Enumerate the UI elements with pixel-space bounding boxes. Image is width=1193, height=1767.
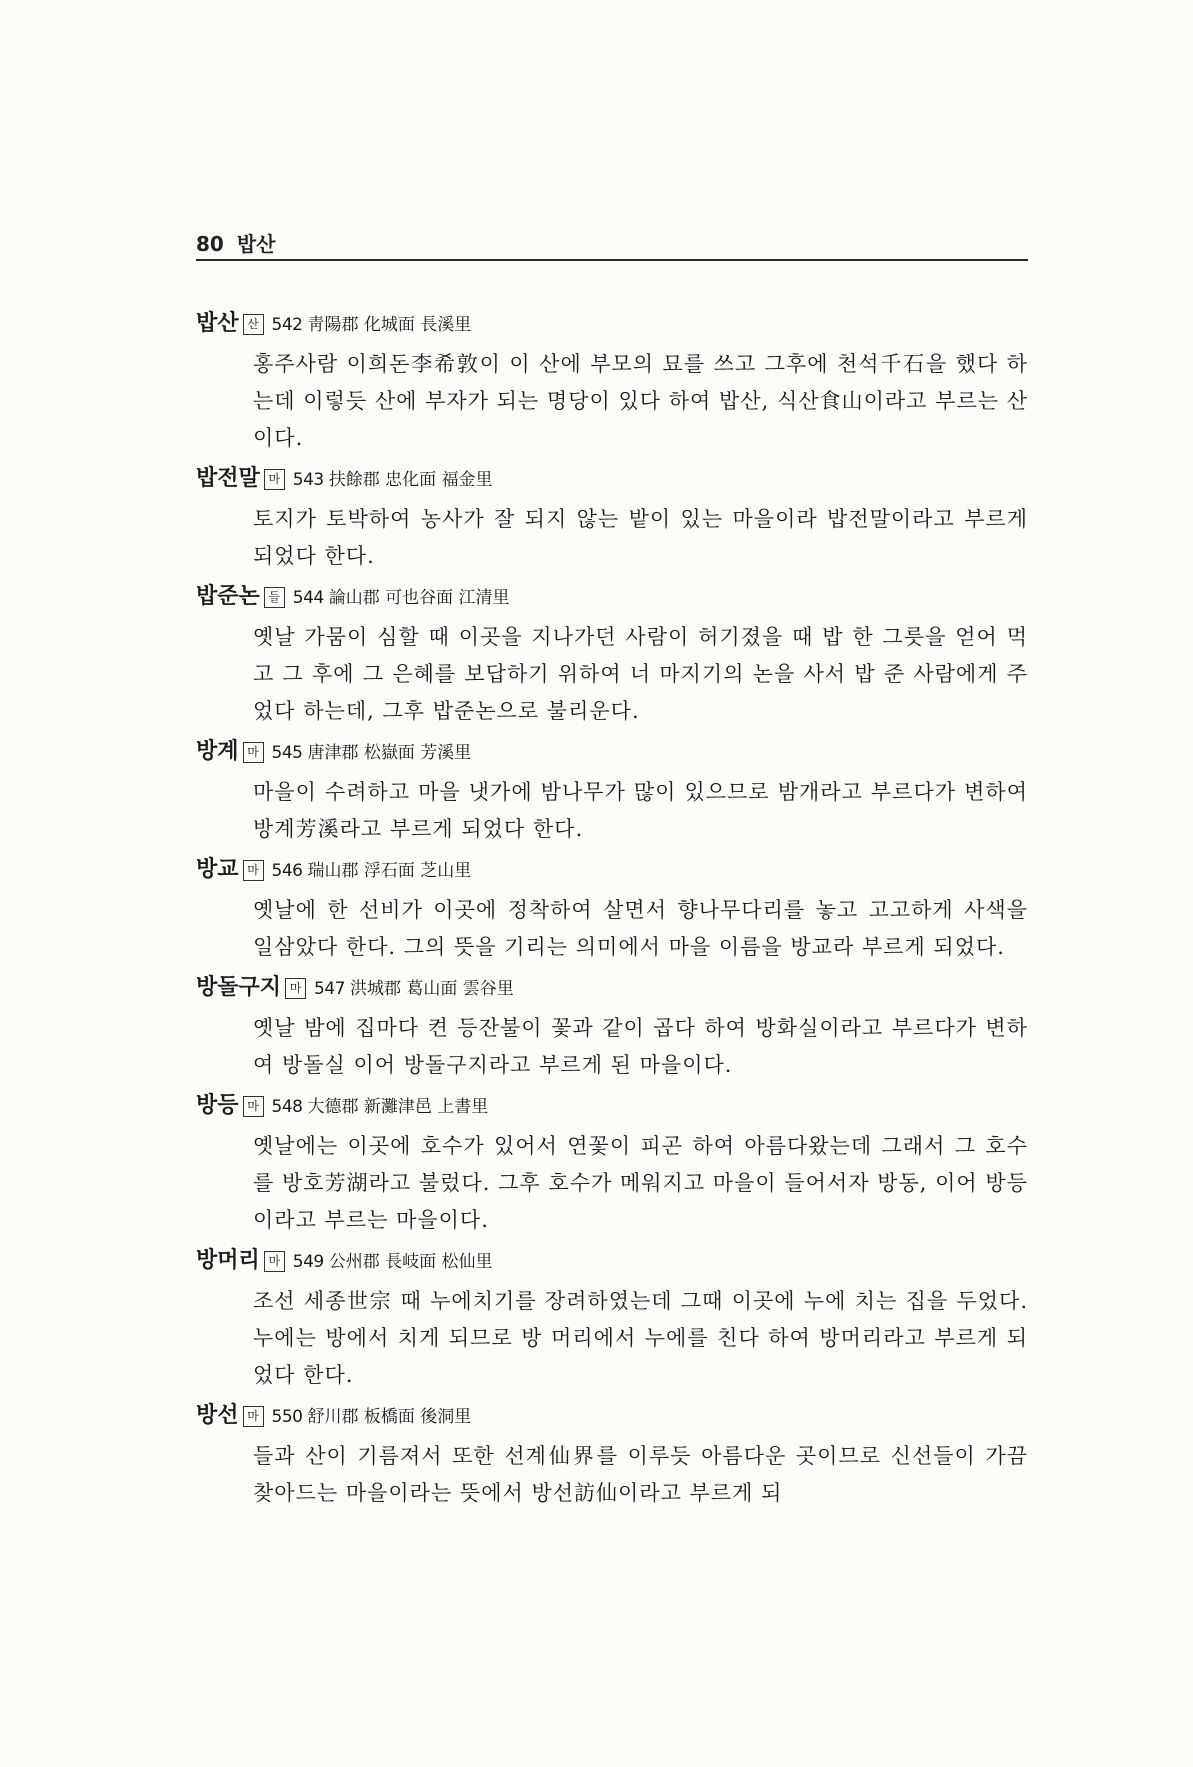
entry-description: 옛날 가뭄이 심할 때 이곳을 지나가던 사람이 허기졌을 때 밥 한 그릇을 얻어 먹고 그 후에 그 은혜를 보답하기 위하여 너 마지기의 논을 사서 밥 준 사람에게 주었다 하는데, 그후 밥준논으로 불리운다. — [253, 625, 1028, 723]
entry — [196, 302, 1028, 457]
category-badge: 마 — [264, 1251, 285, 1272]
entry-description: 옛날에 한 선비가 이곳에 정착하여 살면서 향나무다리를 놓고 고고하게 사색을 일삼았다 한다. 그의 뜻을 기리는 의미에서 마을 이름을 방교라 부르게 되었다. — [253, 898, 1028, 959]
entry — [196, 1084, 1028, 1239]
entry-description: 옛날 밤에 집마다 켠 등잔불이 꽃과 같이 곱다 하여 방화실이라고 부르다가 변하여 방돌실 이어 방돌구지라고 부르게 된 마을이다. — [253, 1016, 1028, 1077]
running-head: 밥산 — [236, 232, 276, 256]
entry-description: 옛날에는 이곳에 호수가 있어서 연꽃이 피곤 하여 아름다왔는데 그래서 그 호수를 방호芳湖라고 불렀다. 그후 호수가 메워지고 마을이 들어서자 방동, 이어 방등이라고 부르는 마을이다. — [253, 1134, 1028, 1232]
category-badge: 산 — [243, 314, 264, 335]
category-badge: 들 — [264, 587, 285, 608]
entry-number: 550 — [271, 1407, 303, 1427]
entry-name: 방계 — [196, 739, 239, 764]
entry-name: 밥산 — [196, 311, 239, 336]
entry — [196, 575, 1028, 730]
entry-location: 靑陽郡 化城面 長溪里 — [307, 315, 472, 335]
entry-number: 546 — [271, 861, 303, 881]
entry-location: 舒川郡 板橋面 後洞里 — [307, 1407, 472, 1427]
entry — [196, 1239, 1028, 1394]
entry-number: 545 — [271, 743, 303, 763]
entry-location: 扶餘郡 忠化面 福金里 — [328, 470, 493, 490]
entry-number: 547 — [314, 979, 345, 999]
entry-location: 論山郡 可也谷面 江清里 — [328, 588, 510, 608]
entry — [196, 1394, 1028, 1512]
category-badge: 마 — [285, 978, 306, 999]
category-badge: 마 — [243, 1096, 264, 1117]
entry-description: 조선 세종世宗 때 누에치기를 장려하였는데 그때 이곳에 누에 치는 집을 두었다. 누에는 방에서 치게 되므로 방 머리에서 누에를 친다 하여 방머리라고 부르게 되었다 한다. — [253, 1289, 1028, 1387]
entry-location: 公州郡 長岐面 松仙里 — [328, 1252, 493, 1272]
entry-description: 토지가 토박하여 농사가 잘 되지 않는 밭이 있는 마을이라 밥전말이라고 부르게 되었다 한다. — [253, 507, 1028, 568]
header-rule — [196, 259, 1028, 261]
category-badge: 마 — [243, 860, 264, 881]
entry-name: 방돌구지 — [196, 975, 282, 1000]
entry — [196, 457, 1028, 575]
entry-number: 543 — [292, 470, 324, 490]
entry-name: 밥전말 — [196, 466, 260, 491]
entry — [196, 730, 1028, 848]
entry-name: 방등 — [196, 1093, 239, 1118]
entry-number: 549 — [292, 1252, 324, 1272]
entry-description: 홍주사람 이희돈李希敦이 이 산에 부모의 묘를 쓰고 그후에 천석千石을 했다 하는데 이렇듯 산에 부자가 되는 명당이 있다 하여 밥산, 식산食山이라고 부르는 산이다. — [253, 352, 1028, 450]
category-badge: 마 — [243, 1406, 264, 1427]
entry-location: 大德郡 新灘津邑 上書里 — [307, 1097, 489, 1117]
entry-name: 방교 — [196, 857, 239, 882]
entry-name: 방선 — [196, 1403, 239, 1428]
entry-location: 唐津郡 松嶽面 芳溪里 — [307, 743, 472, 763]
page-number: 80 — [196, 232, 224, 256]
entry-description: 마을이 수려하고 마을 냇가에 밤나무가 많이 있으므로 밤개라고 부르다가 변하여 방계芳溪라고 부르게 되었다 한다. — [253, 780, 1028, 841]
category-badge: 마 — [243, 742, 264, 763]
entry-number: 542 — [271, 315, 303, 335]
entry-name: 밥준논 — [196, 584, 260, 609]
category-badge: 마 — [264, 469, 285, 490]
page-header — [196, 228, 1026, 257]
entry-description: 들과 산이 기름져서 또한 선계仙界를 이루듯 아름다운 곳이므로 신선들이 가끔 찾아드는 마을이라는 뜻에서 방선訪仙이라고 부르게 되 — [253, 1444, 1028, 1505]
entry — [196, 966, 1028, 1084]
entry-location: 洪城郡 葛山面 雲谷里 — [349, 979, 514, 999]
entry-name: 방머리 — [196, 1248, 260, 1273]
entry-location: 瑞山郡 浮石面 芝山里 — [307, 861, 472, 881]
entry — [196, 848, 1028, 966]
entry-number: 548 — [271, 1097, 303, 1117]
entry-list — [196, 302, 1028, 1512]
entry-number: 544 — [292, 588, 324, 608]
